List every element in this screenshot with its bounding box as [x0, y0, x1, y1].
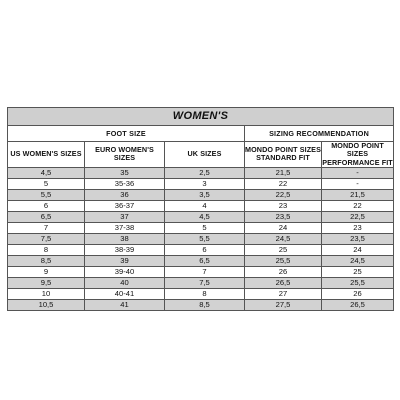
cell-uk: 8,5 [165, 299, 245, 310]
cell-us: 6,5 [8, 211, 85, 222]
cell-mondo-standard: 24 [245, 222, 322, 233]
cell-mondo-performance: 22 [322, 200, 394, 211]
cell-mondo-standard: 26,5 [245, 277, 322, 288]
cell-uk: 7 [165, 266, 245, 277]
cell-euro: 40 [85, 277, 165, 288]
size-chart [7, 107, 393, 311]
table-row [8, 255, 394, 266]
cell-mondo-standard: 25,5 [245, 255, 322, 266]
cell-uk: 6,5 [165, 255, 245, 266]
cell-uk: 6 [165, 244, 245, 255]
header-us-sizes: US WOMEN'S SIZES [8, 142, 85, 168]
cell-mondo-performance: 25,5 [322, 277, 394, 288]
cell-uk: 4 [165, 200, 245, 211]
header-mondo-performance: MONDO POINT SIZES PERFORMANCE FIT [322, 141, 393, 167]
cell-us: 9,5 [8, 277, 85, 288]
cell-us: 5 [8, 178, 85, 189]
cell-us: 4,5 [8, 167, 85, 178]
cell-mondo-standard: 23,5 [245, 211, 322, 222]
cell-mondo-standard: 23 [245, 200, 322, 211]
cell-mondo-performance: 22,5 [322, 211, 394, 222]
column-header-row [8, 142, 394, 168]
cell-euro: 37-38 [85, 222, 165, 233]
cell-euro: 38 [85, 233, 165, 244]
table-row [8, 211, 394, 222]
cell-euro: 39-40 [85, 266, 165, 277]
header-euro-sizes: EURO WOMEN'S SIZES [85, 142, 165, 168]
table-title: WOMEN'S [8, 108, 394, 126]
table-row [8, 288, 394, 299]
cell-euro: 35 [85, 167, 165, 178]
table-row [8, 178, 394, 189]
group-foot-size: FOOT SIZE [8, 126, 245, 142]
table-row [8, 233, 394, 244]
cell-us: 10,5 [8, 299, 85, 310]
cell-mondo-standard: 27,5 [245, 299, 322, 310]
cell-euro: 36-37 [85, 200, 165, 211]
cell-euro: 39 [85, 255, 165, 266]
header-uk-sizes: UK SIZES [165, 142, 245, 168]
cell-mondo-standard: 24,5 [245, 233, 322, 244]
cell-mondo-performance: 23,5 [322, 233, 394, 244]
cell-us: 8 [8, 244, 85, 255]
cell-mondo-standard: 22 [245, 178, 322, 189]
group-sizing-recommendation: SIZING RECOMMENDATION [245, 126, 394, 142]
cell-mondo-performance: 24 [322, 244, 394, 255]
cell-uk: 2,5 [165, 167, 245, 178]
cell-euro: 35-36 [85, 178, 165, 189]
cell-euro: 37 [85, 211, 165, 222]
table-row [8, 200, 394, 211]
cell-euro: 38-39 [85, 244, 165, 255]
cell-mondo-standard: 25 [245, 244, 322, 255]
cell-us: 7,5 [8, 233, 85, 244]
cell-mondo-performance: 26 [322, 288, 394, 299]
cell-uk: 7,5 [165, 277, 245, 288]
table-body [8, 167, 394, 310]
cell-mondo-performance: 26,5 [322, 299, 394, 310]
table-title-row [8, 108, 394, 126]
cell-euro: 41 [85, 299, 165, 310]
cell-uk: 8 [165, 288, 245, 299]
cell-mondo-performance: - [322, 178, 394, 189]
cell-mondo-performance: 25 [322, 266, 394, 277]
table-row [8, 266, 394, 277]
table-row [8, 222, 394, 233]
cell-us: 9 [8, 266, 85, 277]
cell-mondo-performance: 21,5 [322, 189, 394, 200]
table-row [8, 277, 394, 288]
cell-mondo-standard: 21,5 [245, 167, 322, 178]
cell-mondo-standard: 26 [245, 266, 322, 277]
table-row [8, 244, 394, 255]
cell-uk: 3 [165, 178, 245, 189]
cell-uk: 5 [165, 222, 245, 233]
table-row [8, 299, 394, 310]
cell-uk: 3,5 [165, 189, 245, 200]
group-header-row [8, 126, 394, 142]
cell-uk: 4,5 [165, 211, 245, 222]
cell-mondo-performance: 23 [322, 222, 394, 233]
header-mondo-standard: MONDO POINT SIZES STANDARD FIT [245, 142, 322, 168]
cell-us: 6 [8, 200, 85, 211]
cell-mondo-standard: 22,5 [245, 189, 322, 200]
womens-size-table [7, 107, 394, 311]
cell-uk: 5,5 [165, 233, 245, 244]
table-row [8, 189, 394, 200]
cell-euro: 40-41 [85, 288, 165, 299]
cell-us: 5,5 [8, 189, 85, 200]
cell-mondo-standard: 27 [245, 288, 322, 299]
cell-mondo-performance: - [322, 167, 394, 178]
cell-us: 7 [8, 222, 85, 233]
table-row [8, 167, 394, 178]
cell-euro: 36 [85, 189, 165, 200]
cell-us: 10 [8, 288, 85, 299]
cell-us: 8,5 [8, 255, 85, 266]
cell-mondo-performance: 24,5 [322, 255, 394, 266]
